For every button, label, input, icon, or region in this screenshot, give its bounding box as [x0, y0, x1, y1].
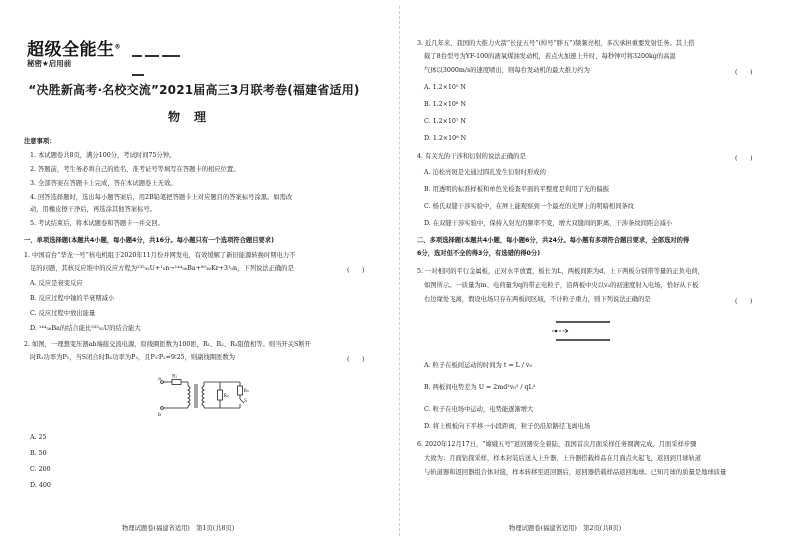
q1-answer-paren: ( ) — [347, 267, 365, 274]
q5-line-2: 如图所示。一质量为m、电荷量为q的带正电粒子，沿两板中央以v₀的初速度射入电场，恰好从下板 — [424, 282, 699, 289]
notice-2: 2. 答题前，考生务必将自己的姓名、准考证号等填写在答题卡的相应位置。 — [30, 166, 240, 173]
q3-line-2: 载了8台型号为YF-100的液氧煤油发动机，若点火加速上升时，每秒钟可将3200kg的高温 — [424, 53, 676, 60]
secret-label: 秘密★启用前 — [27, 59, 72, 68]
q5-line-3: 右边缘处飞离，假设电场只存在两板间区域，不计粒子重力，则下列说法正确的是 — [424, 296, 651, 303]
q3-option-a: A. 1.2×10⁵ N — [424, 84, 466, 91]
q2-line-1: 2. 如图，一理想变压器ab端接交流电源，原线圈匝数为100匝，R₁、R₂、R₃阻值相等。则当开关S断开 — [24, 341, 311, 348]
q5-option-b: B. 两板间电势差为 U = 2md²v₀² / qL² — [424, 384, 536, 391]
section-2-heading: 二、多项选择题(本题共4小题，每小题6分，共24分。每小题有多项符合题目要求，全部选对的得 — [417, 237, 690, 244]
q4-option-c: C. 杨氏双缝干涉实验中，在屏上能观察到一个最亮的光屏上的明暗相间条纹 — [424, 203, 635, 210]
q6-line-2: 大致为：月面钻探采样，样本封装后送入上升器，上升器搭载样品在月面点火起飞，返回到月球轨道 — [424, 455, 702, 462]
q1-line-1: 1. 中国首台“华龙一号”核电机组于2020年11月份并网发电，有效缓解了新旧能源转换时期电力不 — [24, 252, 296, 259]
q1-option-c: C. 反应过程中放出能量 — [30, 310, 96, 317]
q4-option-d: D. 在双缝干涉实验中，保持入射光的频率不变，增大双缝间的距离，干涉条纹间距会减小 — [424, 220, 673, 227]
notice-4-cont: 动，用橡皮擦干净后，再选涂其他答案标号。 — [30, 206, 156, 213]
q4-option-b: B. 用透明的标准样板和单色光检查平面的平整度是利用了光的偏振 — [424, 186, 609, 193]
q5-answer-paren: ( ) — [735, 298, 753, 305]
q2-option-b: B. 50 — [30, 450, 47, 457]
section-2-heading-cont: 6分，选对但不全的得3分，有选错的得0分) — [417, 250, 541, 257]
q3-option-b: B. 1.2×10⁶ N — [424, 101, 466, 108]
q3-line-3: 气体以3000m/s的速度喷出，则每台发动机的最大推力约为 — [424, 67, 590, 74]
label-r3: R₃ — [243, 389, 249, 394]
q3-line-1: 3. 近几年来，我国的大推力火箭“长征五号”(绰号“胖五”)频频亮相，多次承担重要发射任务。其上搭 — [417, 40, 695, 47]
q3-option-c: C. 1.2×10⁷ N — [424, 118, 466, 125]
label-a: a — [158, 376, 161, 382]
notice-5: 5. 考试结束后，将本试题卷和答题卡一并交回。 — [30, 220, 164, 227]
brand-lines — [132, 45, 196, 83]
q4-option-a: A. 泊松亮斑是光通过圆孔发生衍射时形成的 — [424, 169, 546, 176]
exam-title: “决胜新高考·名校交流”2021届高三3月联考卷(福建省适用) — [28, 83, 360, 97]
q5-option-d: D. 将上极板向下平移一小段距离，粒子仍沿原路径飞离电场 — [424, 423, 591, 430]
notice-1: 1. 本试题卷共8页，满分100分，考试时间75分钟。 — [30, 152, 176, 159]
q1-option-a: A. 反应是衰变反应 — [30, 280, 83, 287]
q5-option-a: A. 粒子在板间运动的时间为 t = L / v₀ — [424, 362, 533, 369]
brand-logo: 超级全能生® — [27, 40, 121, 60]
notice-3: 3. 全部答案在答题卡上完成，答在本试题卷上无效。 — [30, 180, 177, 187]
label-r2: R₂ — [223, 394, 229, 399]
subject-title: 物理 — [167, 110, 220, 124]
q4-answer-paren: ( ) — [735, 155, 753, 162]
q4-line-1: 4. 有关光的干涉和衍射的说法正确的是 — [417, 153, 526, 160]
q6-line-3: 与轨道器和返回器组合体对接，样本转移至返回器后，返回器搭载样品返回地球。已知月球的质量是地球质量 — [424, 469, 727, 476]
label-s: S — [244, 399, 248, 404]
transformer-circuit-diagram — [158, 372, 248, 418]
q1-line-2: 足的问题，其核反应堆中的反应方程为²³⁵₉₂U+¹₀n→¹⁴⁴₅₆Ba+⁸⁹₃₆Kr+3¹₀n，下列说法正确的是 — [30, 265, 294, 272]
notice-title: 注意事项： — [24, 138, 56, 145]
q1-option-b: B. 反应过程中铀的半衰期减小 — [30, 295, 115, 302]
q5-line-1: 5. 一对相同的平行金属板，正对水平放置，板长为L，两板间距为d，上下两板分别带等量的正负电荷， — [417, 268, 704, 275]
q2-option-a: A. 25 — [30, 434, 47, 441]
footer-left: 物理试题卷(福建省适用) 第1页(共8页) — [122, 525, 235, 532]
q3-answer-paren: ( ) — [735, 69, 753, 76]
q6-line-1: 6. 2020年12月17日，“嫦娥五号”返回器安全着陆，我国首次月面采样任务圆满完成。月面采样步骤 — [417, 441, 697, 448]
q5-option-c: C. 粒子在电场中运动，电势能逐渐增大 — [424, 406, 534, 413]
label-r1: R₁ — [172, 374, 178, 380]
notice-4: 4. 回答选择题时，选出每小题答案后，用2B铅笔把答题卡上对应题目的答案标号涂黑。如需改 — [30, 194, 293, 201]
footer-right: 物理试题卷(福建省适用) 第2页(共8页) — [509, 525, 622, 532]
q2-option-d: D. 400 — [30, 482, 51, 489]
q1-option-d: D. ¹⁴⁴₅₆Ba的结合能比²³⁵₉₂U的结合能大 — [30, 325, 141, 332]
parallel-plates-diagram — [548, 318, 618, 346]
q2-option-c: C. 200 — [30, 466, 51, 473]
page-divider — [399, 6, 400, 536]
label-b: b — [158, 412, 162, 418]
q2-line-2: 时R₁功率为P₁，当S闭合时R₁功率为P₂，且P₁∶P₂=9∶25，则副线圈匝数为 — [30, 354, 235, 361]
section-1-heading: 一、单项选择题(本题共4小题，每小题4分，共16分。每小题只有一个选项符合题目要求) — [24, 237, 274, 244]
q2-answer-paren: ( ) — [347, 356, 365, 363]
q3-option-d: D. 1.2×10⁸ N — [424, 135, 467, 142]
